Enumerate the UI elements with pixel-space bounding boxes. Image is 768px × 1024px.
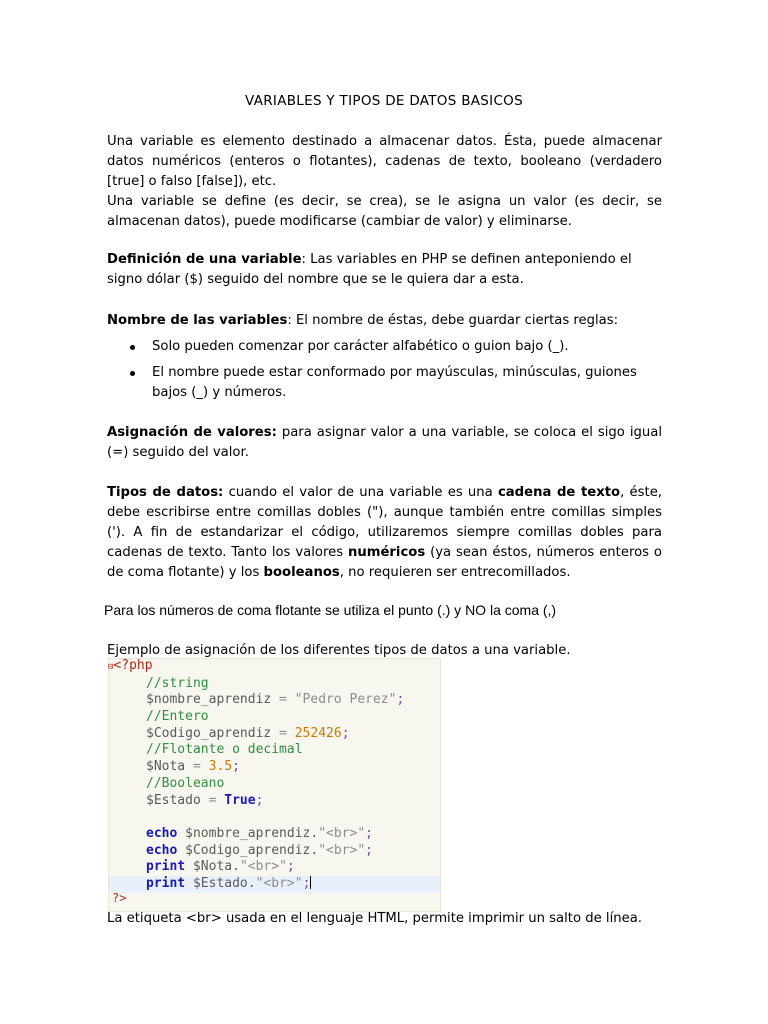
bullet-icon (130, 371, 135, 376)
code-line-highlighted[interactable] (109, 876, 440, 893)
tipos-paragraph (107, 483, 662, 583)
code-keyword: print (146, 875, 186, 891)
code-string: "<br>" (318, 842, 366, 858)
definicion-paragraph (107, 250, 662, 290)
code-line (109, 809, 440, 826)
code-operator: = (185, 759, 209, 775)
intro-text-2: Una variable se define (es decir, se crea), se le asigna un valor (es decir, se almacenan datos), puede modificarse (cambiar de valor) y eliminarse. (107, 194, 662, 229)
tipos-label: Tipos de datos: (107, 485, 224, 500)
code-semicolon: ; (365, 842, 373, 858)
code-semicolon: ; (341, 725, 350, 741)
rules-list-container (107, 337, 662, 409)
code-semicolon: ; (365, 825, 373, 841)
code-operator: = (200, 792, 225, 808)
intro-text-1: Una variable es elemento destinado a almacenar datos. Ésta, puede almacenar datos numéricos (enteros o flotantes), cadenas de texto, booleano (verdadero [true] o falso [false]), etc. (107, 134, 662, 189)
ejemplo-intro: Ejemplo de asignación de los diferentes tipos de datos a una variable. (107, 643, 571, 658)
rules-list (107, 337, 662, 403)
code-comment: //Flotante o decimal (146, 742, 303, 758)
tipos-text: cuando el valor de una variable es una (223, 485, 498, 500)
code-line (109, 676, 440, 693)
tipos-text: , éste, debe escribirse entre comillas dobles ("), aunque también entre comillas simples ('). A fin de estandarizar el código, utilizaremos siempre comillas dobles para cadenas de texto. Tanto los valores (107, 485, 663, 560)
rule-text: Solo pueden comenzar por carácter alfabético o guion bajo (_). (152, 339, 569, 354)
code-line (109, 659, 440, 676)
code-semicolon: ; (302, 875, 311, 891)
code-line (109, 859, 440, 876)
coma-note: Para los números de coma flotante se utiliza el punto (.) y NO la coma (,) (104, 602, 557, 618)
code-string: "<br>" (318, 825, 366, 841)
tipos-bold-numericos: numéricos (347, 545, 426, 560)
code-line (109, 843, 440, 860)
code-semicolon: ; (286, 859, 295, 875)
php-close-tag: ?> (112, 891, 127, 905)
code-operator: = (271, 725, 295, 741)
code-number: 252426 (294, 725, 342, 741)
code-line (109, 793, 440, 810)
definicion-label: Definición de una variable (107, 252, 302, 267)
code-string: "<br>" (255, 875, 303, 891)
code-line (109, 776, 440, 793)
definicion-text: : Las variables en PHP se definen anteponiendo el signo dólar ($) seguido del nombre que se le quiera dar a esta. (107, 252, 632, 287)
php-open-text: <?php (113, 658, 153, 673)
code-variable: $Nota. (185, 859, 240, 875)
code-variable: $Codigo_aprendiz (146, 725, 272, 741)
list-item (107, 337, 662, 357)
rule-text: El nombre puede estar conformado por mayúsculas, minúsculas, guiones bajos (_) y números. (152, 365, 637, 400)
bullet-icon (130, 345, 135, 350)
code-semicolon: ; (255, 792, 264, 808)
code-semicolon: ; (396, 692, 405, 708)
code-variable: $Estado (146, 792, 201, 808)
code-variable: $Estado. (185, 875, 256, 891)
code-comment: //Booleano (146, 775, 225, 791)
code-variable: $Nota (146, 759, 186, 775)
code-line (109, 742, 440, 759)
code-number: 3.5 (208, 759, 233, 775)
asignacion-paragraph (107, 423, 662, 463)
code-variable: $nombre_aprendiz. (177, 825, 319, 841)
fold-icon[interactable]: ⊟ (108, 662, 114, 672)
code-line (109, 826, 440, 843)
tipos-text: , no requieren ser entrecomillados. (339, 565, 571, 580)
intro-paragraph (107, 132, 662, 232)
code-keyword: True (224, 792, 256, 808)
tipos-bold-cadena: cadena de texto (497, 485, 621, 500)
code-block (108, 658, 441, 912)
code-keyword: print (146, 859, 186, 875)
nombre-paragraph (107, 311, 662, 331)
code-string: "Pedro Perez" (294, 692, 397, 708)
asignacion-label: Asignación de valores: (107, 425, 277, 440)
asignacion-text: para asignar valor a una variable, se coloca el sigo igual (=) seguido del valor. (107, 425, 662, 460)
text-caret (310, 876, 311, 889)
list-item (107, 363, 662, 403)
code-semicolon: ; (232, 759, 240, 775)
code-operator: = (271, 692, 295, 708)
page-title: VARIABLES Y TIPOS DE DATOS BASICOS (245, 93, 523, 109)
code-comment: //Entero (146, 709, 209, 725)
tipos-text: (ya sean éstos, números enteros o de coma flotante) y los (107, 545, 662, 580)
nombre-label: Nombre de las variables (107, 313, 288, 328)
code-keyword: echo (146, 842, 178, 858)
nombre-text: : El nombre de éstas, debe guardar ciertas reglas: (287, 313, 619, 328)
code-string: "<br>" (239, 859, 287, 875)
code-keyword: echo (146, 825, 178, 841)
code-variable: $Codigo_aprendiz. (177, 842, 319, 858)
php-open-tag (108, 658, 153, 673)
br-note: La etiqueta <br> usada en el lenguaje HTML, permite imprimir un salto de línea. (107, 911, 642, 926)
code-line (109, 709, 440, 726)
code-comment: //string (146, 675, 209, 691)
code-line (109, 726, 440, 743)
code-variable: $nombre_aprendiz (146, 692, 272, 708)
code-line (109, 759, 440, 776)
tipos-bold-booleanos: booleanos (263, 565, 340, 580)
code-line (109, 692, 440, 709)
